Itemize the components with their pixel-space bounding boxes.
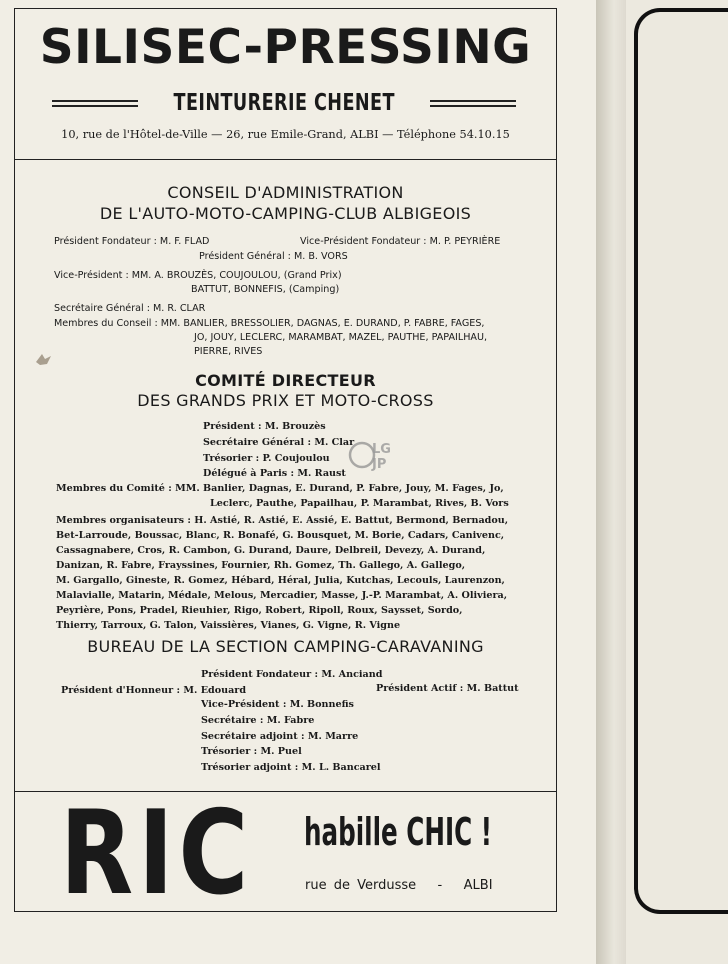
comite-line: Président : M. Brouzès [203, 421, 326, 432]
ad-city: ALBI [463, 878, 493, 893]
ad-dash: - [423, 878, 457, 893]
comite-line: Leclerc, Pauthe, Papailhau, P. Marambat, Rives, B. Vors [210, 498, 509, 509]
bureau-line: Président Actif : M. Battut [376, 683, 519, 694]
ad-street: rue de Verdusse [305, 878, 417, 893]
bureau-line: Vice-Président : M. Bonnefis [201, 699, 354, 710]
ad-slogan: habille CHIC ! [304, 810, 492, 854]
comite-line: Membres organisateurs : H. Astié, R. Astié, E. Assié, E. Battut, Bermond, Bernadou, [56, 515, 509, 526]
conseil-line: Vice-Président Fondateur : M. P. PEYRIÈRE [300, 236, 501, 247]
conseil-line: Vice-Président : MM. A. BROUZÈS, COUJOULOU, (Grand Prix) [54, 270, 342, 281]
conseil-line: Président Fondateur : M. F. FLAD [54, 236, 210, 247]
rule-left [52, 100, 138, 107]
conseil-title-2: DE L'AUTO-MOTO-CAMPING-CLUB ALBIGEOIS [99, 204, 472, 223]
conseil-title-1: CONSEIL D'ADMINISTRATION [167, 183, 404, 202]
comite-line: Délégué à Paris : M. Raust [203, 468, 346, 479]
rule-right [430, 100, 516, 107]
conseil-line: Secrétaire Général : M. R. CLAR [54, 303, 206, 314]
brand-title: SILISEC-PRESSING [39, 20, 532, 75]
bureau-line: Trésorier : M. Puel [201, 746, 302, 757]
bureau-line: Président d'Honneur : M. Edouard [61, 685, 247, 696]
comite-line: Trésorier : P. Coujoulou [203, 453, 330, 464]
comite-line: Malavialle, Matarin, Médale, Melous, Mercadier, Masse, J.-P. Marambat, A. Oliviera, [56, 590, 508, 601]
conseil-line: BATTUT, BONNEFIS, (Camping) [191, 284, 340, 295]
page-gutter [596, 0, 626, 964]
conseil-line: JO, JOUY, LECLERC, MARAMBAT, MAZEL, PAUTHE, PAPAILHAU, [194, 332, 488, 343]
comite-title-1: COMITÉ DIRECTEUR [195, 371, 376, 390]
bureau-line: Président Fondateur : M. Anciand [201, 669, 383, 680]
comite-line: Peyrière, Pons, Pradel, Rieuhier, Rigo, Robert, Ripoll, Roux, Saysset, Sordo, [56, 605, 463, 616]
comite-line: Danizan, R. Fabre, Frayssines, Fournier, Rh. Gomez, Th. Gallego, A. Gallego, [56, 560, 466, 571]
header-divider [14, 159, 557, 160]
conseil-line: Président Général : M. B. VORS [199, 251, 348, 262]
comite-line: Thierry, Tarroux, G. Talon, Vaissières, Vianes, G. Vigne, R. Vigne [56, 620, 401, 631]
conseil-line: PIERRE, RIVES [194, 346, 263, 357]
facing-page [626, 0, 728, 964]
svg-text:JP: JP [372, 457, 387, 472]
comite-line: Secrétaire Général : M. Clar [203, 437, 355, 448]
bureau-line: Secrétaire adjoint : M. Marre [201, 731, 359, 742]
subtitle: TEINTURERIE CHENET [173, 90, 395, 116]
ink-blot-icon [34, 350, 54, 368]
bureau-line: Secrétaire : M. Fabre [201, 715, 315, 726]
comite-line: Cassagnabere, Cros, R. Cambon, G. Durand, Daure, Delbreil, Devezy, A. Durand, [56, 545, 486, 556]
address-line: 10, rue de l'Hôtel-de-Ville — 26, rue Emile-Grand, ALBI — Téléphone 54.10.15 [61, 128, 510, 141]
subtitle-row [52, 90, 516, 116]
comite-line: Membres du Comité : MM. Banlier, Dagnas, E. Durand, P. Fabre, Jouy, M. Fages, Jo, [56, 483, 504, 494]
comite-line: M. Gargallo, Gineste, R. Gomez, Hébard, Héral, Julia, Kutchas, Lecouls, Laurenzon, [56, 575, 505, 586]
bureau-title: BUREAU DE LA SECTION CAMPING-CARAVANING [87, 637, 484, 656]
comite-line: Bet-Larroude, Boussac, Blanc, R. Bonafé, G. Bousquet, M. Borie, Cadars, Canivenc, [56, 530, 505, 541]
bureau-line: Trésorier adjoint : M. L. Bancarel [201, 762, 381, 773]
svg-text:LG: LG [372, 442, 391, 457]
facing-page-border [634, 8, 728, 914]
conseil-line: Membres du Conseil : MM. BANLIER, BRESSOLIER, DAGNAS, E. DURAND, P. FABRE, FAGES, [54, 318, 485, 329]
ad-address [305, 878, 493, 893]
comite-title-2: DES GRANDS PRIX ET MOTO-CROSS [137, 391, 434, 410]
library-stamp-icon [346, 435, 402, 483]
ric-logo: RIC [60, 786, 254, 921]
